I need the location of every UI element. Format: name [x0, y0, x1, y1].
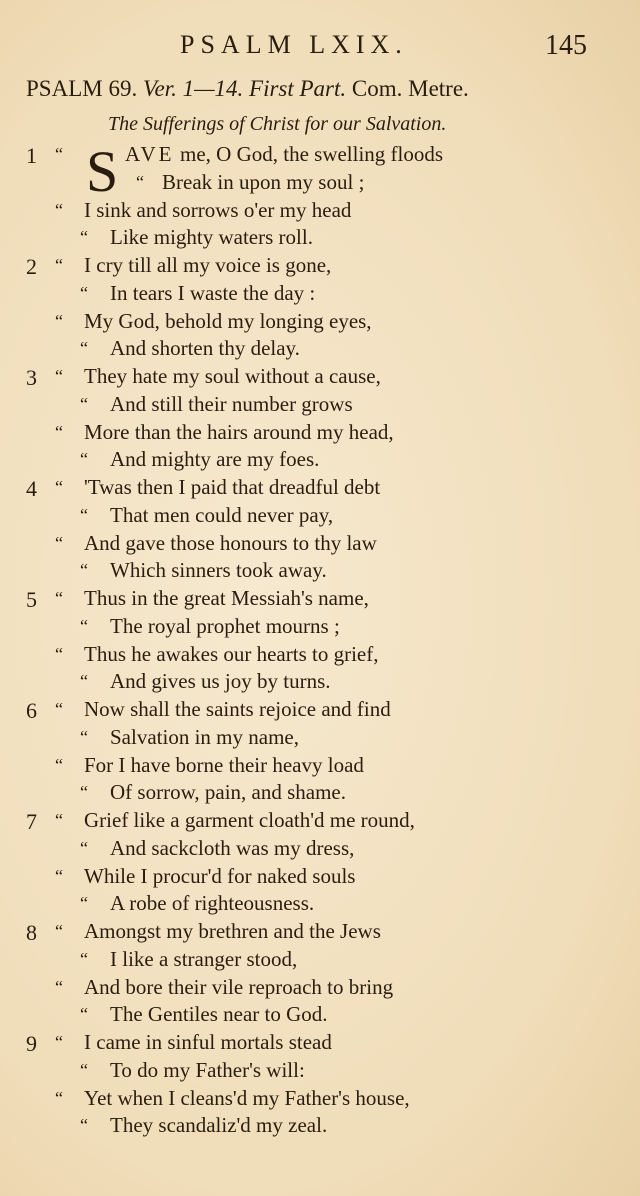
- quote-mark: “: [55, 865, 63, 886]
- verse-line-text: More than the hairs around my head,: [84, 419, 394, 444]
- verse-line-text: For I have borne their heavy load: [84, 752, 364, 777]
- stanza: [0, 1029, 640, 1140]
- verse-line-text: In tears I waste the day :: [110, 280, 316, 305]
- quote-mark: “: [55, 477, 63, 497]
- stanza-list: [0, 141, 640, 1140]
- heading-verses: Ver. 1—14.: [142, 76, 244, 101]
- stanza-number: 1: [26, 143, 37, 168]
- verse-line-text: And gives us joy by turns.: [110, 669, 331, 694]
- stanza-number: 4: [26, 476, 37, 501]
- verse-line-text: They hate my soul without a cause,: [84, 364, 381, 388]
- verse-line: [0, 585, 640, 613]
- verse-line-text: I cry till all my voice is gone,: [84, 253, 332, 277]
- verse-line-text: Amongst my brethren and the Jews: [84, 919, 381, 943]
- verse-line: [0, 169, 640, 197]
- verse-line: [0, 974, 640, 1002]
- stanza: [0, 252, 640, 363]
- stanza-number: 2: [26, 254, 37, 279]
- quote-mark: “: [55, 1032, 63, 1052]
- quote-mark: “: [80, 726, 88, 747]
- verse-line-text: That men could never pay,: [110, 502, 334, 527]
- verse-line: [0, 224, 640, 252]
- quote-mark: “: [80, 615, 88, 636]
- psalm-heading: [26, 76, 616, 102]
- verse-line-text: 'Twas then I paid that dreadful debt: [84, 475, 381, 499]
- verse-line: [0, 668, 640, 696]
- verse-line-text: Thus in the great Messiah's name,: [84, 586, 369, 610]
- verse-line-text: And bore their vile reproach to bring: [84, 974, 394, 999]
- heading-psalm: PSALM 69.: [26, 76, 138, 101]
- quote-mark: “: [55, 699, 63, 719]
- verse-line-text: And gave those honours to thy law: [84, 530, 377, 555]
- quote-mark: “: [55, 643, 63, 664]
- quote-mark: “: [80, 1004, 88, 1025]
- verse-line-text: The Gentiles near to God.: [110, 1002, 328, 1027]
- verse-line: [0, 474, 640, 502]
- quote-mark: “: [55, 921, 63, 941]
- verse-line: [0, 724, 640, 752]
- stanza-number: 7: [26, 809, 37, 834]
- running-head: PSALM LXIX.: [180, 30, 408, 59]
- verse-line: [0, 363, 640, 391]
- quote-mark: “: [80, 449, 88, 470]
- verse-line: [0, 696, 640, 724]
- verse-line-text: Thus he awakes our hearts to grief,: [84, 641, 379, 666]
- quote-mark: “: [80, 393, 88, 414]
- stanza: [0, 363, 640, 474]
- stanza: [0, 474, 640, 585]
- verse-line: [0, 252, 640, 280]
- quote-mark: “: [80, 504, 88, 525]
- verse-line-text: Salvation in my name,: [110, 724, 299, 749]
- quote-mark: “: [80, 782, 88, 803]
- stanza-number: 6: [26, 698, 37, 723]
- page-number: 145: [545, 30, 587, 61]
- verse-line: [0, 779, 640, 807]
- quote-mark: “: [80, 948, 88, 969]
- verse-line-text: And shorten thy delay.: [110, 336, 300, 361]
- verse-line: [0, 557, 640, 585]
- verse-line-text: Which sinners took away.: [110, 558, 327, 583]
- verse-line: [0, 419, 640, 447]
- verse-line: [0, 308, 640, 336]
- verse-line: [0, 335, 640, 363]
- quote-mark: “: [136, 171, 144, 192]
- verse-line-text: The royal prophet mourns ;: [110, 613, 340, 638]
- verse-line-text: A robe of righteousness.: [110, 891, 315, 916]
- verse-line: [0, 1029, 640, 1057]
- verse-line-text: While I procur'd for naked souls: [84, 863, 356, 888]
- quote-mark: “: [80, 338, 88, 359]
- quote-mark: “: [55, 754, 63, 775]
- verse-line-text: Break in upon my soul ;: [162, 169, 365, 194]
- quote-mark: “: [55, 1087, 63, 1108]
- verse-line: [0, 863, 640, 891]
- drop-cap: S: [86, 139, 119, 204]
- verse-line: [0, 1057, 640, 1085]
- heading-metre: Com. Metre.: [351, 76, 469, 101]
- quote-mark: “: [80, 560, 88, 581]
- stanza-number: 8: [26, 920, 37, 945]
- verse-line: [0, 890, 640, 918]
- quote-mark: “: [80, 837, 88, 858]
- verse-line: [0, 1112, 640, 1140]
- verse-line-text: They scandaliz'd my zeal.: [110, 1113, 328, 1138]
- quote-mark: “: [55, 199, 63, 220]
- verse-line: [0, 141, 640, 169]
- verse-line: [0, 835, 640, 863]
- quote-mark: “: [55, 976, 63, 997]
- stanza-number: 5: [26, 587, 37, 612]
- quote-mark: “: [55, 144, 63, 164]
- verse-line-text: Like mighty waters roll.: [110, 225, 313, 250]
- stanza: [0, 918, 640, 1029]
- quote-mark: “: [80, 671, 88, 692]
- verse-line: [0, 807, 640, 835]
- verse-line: [0, 752, 640, 780]
- verse-line: [0, 391, 640, 419]
- verse-line-text: To do my Father's will:: [110, 1057, 305, 1082]
- verse-line-text: Now shall the saints rejoice and find: [84, 697, 391, 721]
- verse-line: [0, 613, 640, 641]
- verse-line: [0, 530, 640, 558]
- stanza: [0, 585, 640, 696]
- verse-line-text: Of sorrow, pain, and shame.: [110, 780, 346, 805]
- quote-mark: “: [55, 421, 63, 442]
- verse-line-text: And still their number grows: [110, 391, 353, 416]
- verse-line: [0, 280, 640, 308]
- verse-line: [0, 446, 640, 474]
- verse-line-text: And sackcloth was my dress,: [110, 835, 355, 860]
- quote-mark: “: [55, 588, 63, 608]
- quote-mark: “: [80, 1059, 88, 1080]
- stanza: [0, 807, 640, 918]
- verse-line-text: I sink and sorrows o'er my head: [84, 197, 352, 222]
- verse-line: [0, 641, 640, 669]
- stanza: [0, 141, 640, 252]
- verse-line-text: I came in sinful mortals stead: [84, 1030, 332, 1054]
- verse-line-text: I like a stranger stood,: [110, 946, 298, 971]
- verse-line-text: My God, behold my longing eyes,: [84, 308, 372, 333]
- quote-mark: “: [55, 810, 63, 830]
- psalm-subtitle: The Sufferings of Christ for our Salvation.: [108, 113, 447, 135]
- verse-line-text: Yet when I cleans'd my Father's house,: [84, 1085, 410, 1110]
- verse-line: [0, 502, 640, 530]
- quote-mark: “: [80, 1115, 88, 1136]
- quote-mark: “: [80, 893, 88, 914]
- quote-mark: “: [55, 310, 63, 331]
- verse-line-text: And mighty are my foes.: [110, 447, 320, 472]
- verse-line: [0, 946, 640, 974]
- verse-line-text: Grief like a garment cloath'd me round,: [84, 808, 415, 832]
- verse-line: [0, 1085, 640, 1113]
- verse-line-text: me, O God, the swelling floods: [180, 142, 444, 166]
- verse-line: [0, 197, 640, 225]
- stanza-number: 3: [26, 365, 37, 390]
- quote-mark: “: [80, 227, 88, 248]
- verse-line: [0, 1001, 640, 1029]
- stanza-number: 9: [26, 1031, 37, 1056]
- verse-line: [0, 918, 640, 946]
- heading-part: First Part.: [249, 76, 347, 101]
- stanza: [0, 696, 640, 807]
- small-caps-word: AVE: [125, 142, 175, 166]
- quote-mark: “: [55, 366, 63, 386]
- quote-mark: “: [80, 282, 88, 303]
- quote-mark: “: [55, 255, 63, 275]
- quote-mark: “: [55, 532, 63, 553]
